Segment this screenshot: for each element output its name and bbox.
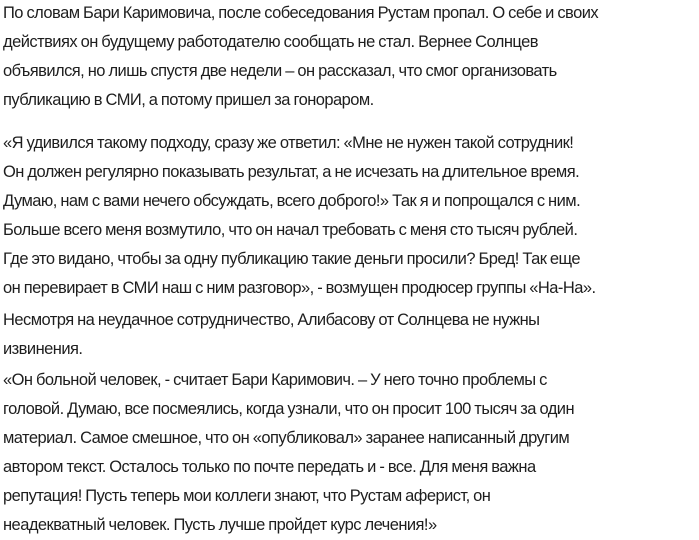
text-line: объявился, но лишь спустя две недели – он рассказал, что смог организовать xyxy=(3,62,557,80)
text-line: материал. Самое смешное, что он «опубликовал» заранее написанный другим xyxy=(3,429,570,447)
text-line: действиях он будущему работодателю сообщать не стал. Вернее Солнцев xyxy=(3,33,538,51)
text-line: извинения. xyxy=(3,340,83,358)
text-line: Он должен регулярно показывать результат, а не исчезать на длительное время. xyxy=(3,163,580,181)
text-line: Где это видано, чтобы за одну публикацию такие деньги просили? Бред! Так еще xyxy=(3,250,581,268)
text-line: Больше всего меня возмутило, что он начал требовать с меня сто тысяч рублей. xyxy=(3,221,578,239)
text-line: публикацию в СМИ, а потому пришел за гонораром. xyxy=(3,91,374,109)
text-line: он перевирает в СМИ наш с ним разговор», - возмущен продюсер группы «На-На». xyxy=(3,279,596,297)
text-line: неадекватный человек. Пусть лучше пройдет курс лечения!» xyxy=(3,516,437,534)
text-line: «Он больной человек, - считает Бари Каримович. – У него точно проблемы с xyxy=(3,371,547,389)
paragraph-3 xyxy=(3,306,699,364)
paragraph-2 xyxy=(3,129,699,303)
text-line: По словам Бари Каримовича, после собеседования Рустам пропал. О себе и своих xyxy=(3,4,599,22)
paragraph-4 xyxy=(3,366,699,540)
text-line: репутация! Пусть теперь мои коллеги знают, что Рустам аферист, он xyxy=(3,487,491,505)
text-line: Думаю, нам с вами нечего обсуждать, всего доброго!» Так я и попрощался с ним. xyxy=(3,192,581,210)
text-line: автором текст. Осталось только по почте передать и - все. Для меня важна xyxy=(3,458,536,476)
paragraph-1 xyxy=(3,0,699,115)
text-line: «Я удивился такому подходу, сразу же ответил: «Мне не нужен такой сотрудник! xyxy=(3,134,574,152)
text-line: головой. Думаю, все посмеялись, когда узнали, что он просит 100 тысяч за один xyxy=(3,400,575,418)
text-line: Несмотря на неудачное сотрудничество, Алибасову от Солнцева не нужны xyxy=(3,311,540,329)
